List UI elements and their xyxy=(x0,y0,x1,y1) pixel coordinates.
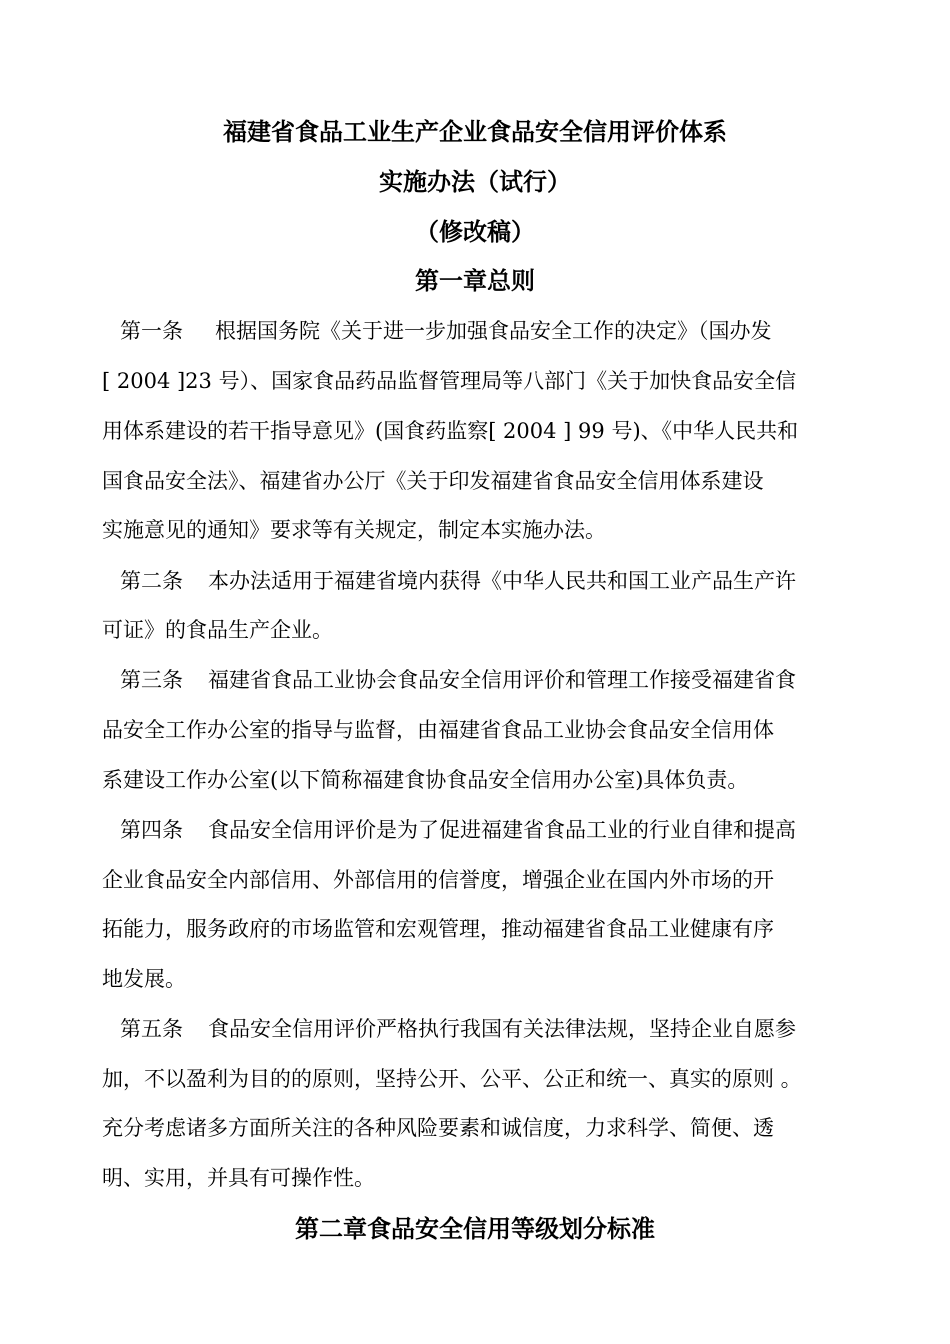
article-1-line-3: 用体系建设的若干指导意见》(国食药监察[ 2004 ] 99 号)、《中华人民共和 xyxy=(102,419,799,443)
article-5-label: 第五条 xyxy=(120,1017,183,1041)
article-2-label: 第二条 xyxy=(120,569,183,593)
document-subtitle: （修改稿） xyxy=(415,217,535,246)
article-3-line-3: 系建设工作办公室(以下简称福建食协食品安全信用办公室)具体负责。 xyxy=(102,768,749,792)
article-5-line-4: 明、实用，并具有可操作性。 xyxy=(102,1166,375,1190)
article-2-line-1: 本办法适用于福建省境内获得《中华人民共和国工业产品生产许 xyxy=(208,569,796,593)
article-1-line-2: [ 2004 ]23 号）、国家食品药品监督管理局等八部门《关于加快食品安全信 xyxy=(102,369,797,393)
article-3-line-1: 福建省食品工业协会食品安全信用评价和管理工作接受福建省食 xyxy=(208,668,796,692)
article-1-line-5: 实施意见的通知》要求等有关规定，制定本实施办法。 xyxy=(102,518,606,542)
chapter-2-heading: 第二章食品安全信用等级划分标准 xyxy=(295,1214,655,1243)
article-1-label: 第一条 xyxy=(120,319,183,343)
article-5-line-1: 食品安全信用评价严格执行我国有关法律法规，坚持企业自愿参 xyxy=(208,1017,796,1041)
article-4-line-4: 地发展。 xyxy=(102,967,186,991)
article-1-line-1: 根据国务院《关于进一步加强食品安全工作的决定》（国办发 xyxy=(215,319,772,343)
document-title-line-2: 实施办法（试行） xyxy=(379,167,571,196)
article-3-line-2: 品安全工作办公室的指导与监督，由福建省食品工业协会食品安全信用体 xyxy=(102,718,774,742)
article-4-line-2: 企业食品安全内部信用、外部信用的信誉度，增强企业在国内外市场的开 xyxy=(102,868,774,892)
chapter-1-heading: 第一章总则 xyxy=(415,266,535,295)
article-4-label: 第四条 xyxy=(120,818,183,842)
article-4-line-1: 食品安全信用评价是为了促进福建省食品工业的行业自律和提高 xyxy=(208,818,796,842)
article-3-label: 第三条 xyxy=(120,668,183,692)
article-1-line-4: 国食品安全法》、福建省办公厅《关于印发福建省食品安全信用体系建设 xyxy=(102,469,764,493)
article-5-line-3: 充分考虑诸多方面所关注的各种风险要素和诚信度，力求科学、简便、透 xyxy=(102,1116,774,1140)
article-5-line-2: 加，不以盈利为目的的原则，坚持公开、公平、公正和统一、真实的原则 。 xyxy=(102,1067,802,1091)
article-4-line-3: 拓能力，服务政府的市场监管和宏观管理，推动福建省食品工业健康有序 xyxy=(102,917,774,941)
document-title-line-1: 福建省食品工业生产企业食品安全信用评价体系 xyxy=(223,117,727,146)
article-2-line-2: 可证》的食品生产企业。 xyxy=(102,618,333,642)
